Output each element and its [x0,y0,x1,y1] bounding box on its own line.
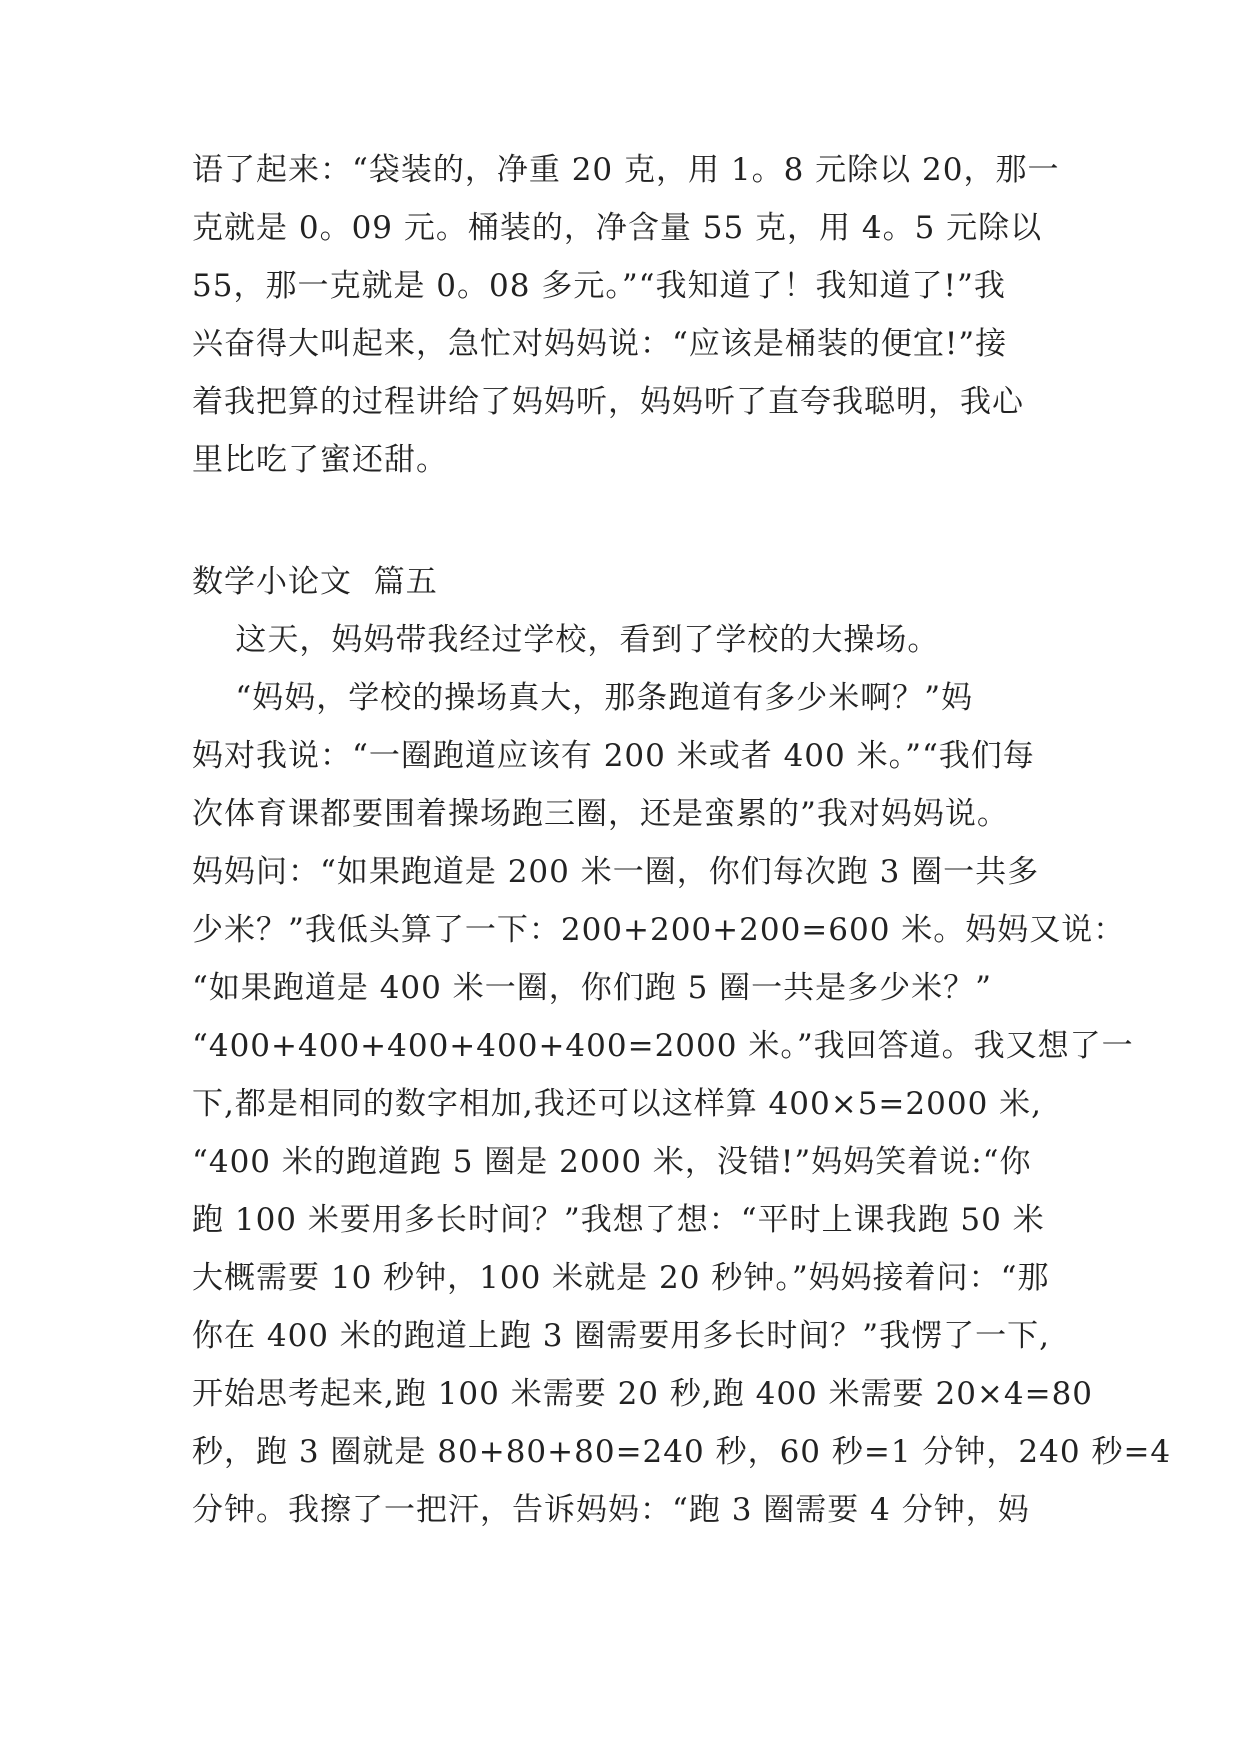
section-heading: 数学小论文 篇五 [192,564,438,600]
section-line-9: 下,都是相同的数字相加,我还可以这样算 400×5=2000 米, [192,1086,1043,1122]
intro-line-2: 克就是 0。09 元。桶装的，净含量 55 克，用 4。5 元除以 [192,210,1043,246]
section-line-5: 妈妈问：“如果跑道是 200 米一圈，你们每次跑 3 圈一共多 [192,854,1040,890]
section-line-3: 妈对我说：“一圈跑道应该有 200 米或者 400 米。”“我们每 [192,738,1035,774]
intro-line-5: 着我把算的过程讲给了妈妈听，妈妈听了直夸我聪明，我心 [192,384,1024,420]
section-line-14: 开始思考起来,跑 100 米需要 20 秒,跑 400 米需要 20×4=80 [192,1376,1094,1412]
section-line-6: 少米？”我低头算了一下：200+200+200=600 米。妈妈又说： [192,912,1126,948]
intro-line-4: 兴奋得大叫起来，急忙对妈妈说：“应该是桶装的便宜!”接 [192,326,1008,362]
section-line-7: “如果跑道是 400 米一圈，你们跑 5 圈一共是多少米？” [192,970,993,1006]
intro-line-6: 里比吃了蜜还甜。 [192,442,448,478]
section-line-10: “400 米的跑道跑 5 圈是 2000 米，没错!”妈妈笑着说:“你 [192,1144,1032,1180]
section-line-13: 你在 400 米的跑道上跑 3 圈需要用多长时间？”我愣了一下, [192,1318,1051,1354]
section-line-16: 分钟。我擦了一把汗，告诉妈妈：“跑 3 圈需要 4 分钟，妈 [192,1492,1030,1528]
section-line-1: 这天，妈妈带我经过学校，看到了学校的大操场。 [192,622,940,658]
section-line-15: 秒，跑 3 圈就是 80+80+80=240 秒，60 秒=1 分钟，240 秒=4 [192,1434,1172,1470]
section-line-4: 次体育课都要围着操场跑三圈，还是蛮累的”我对妈妈说。 [192,796,1009,832]
section-line-2: “妈妈，学校的操场真大，那条跑道有多少米啊？”妈 [192,680,974,716]
section-line-11: 跑 100 米要用多长时间？”我想了想：“平时上课我跑 50 米 [192,1202,1045,1238]
intro-line-1: 语了起来：“袋装的，净重 20 克，用 1。8 元除以 20，那一 [192,152,1060,188]
section-line-12: 大概需要 10 秒钟，100 米就是 20 秒钟。”妈妈接着问：“那 [192,1260,1050,1296]
section-line-8: “400+400+400+400+400=2000 米。”我回答道。我又想了一 [192,1028,1134,1064]
intro-line-3: 55，那一克就是 0。08 多元。”“我知道了！我知道了!”我 [192,268,1006,304]
